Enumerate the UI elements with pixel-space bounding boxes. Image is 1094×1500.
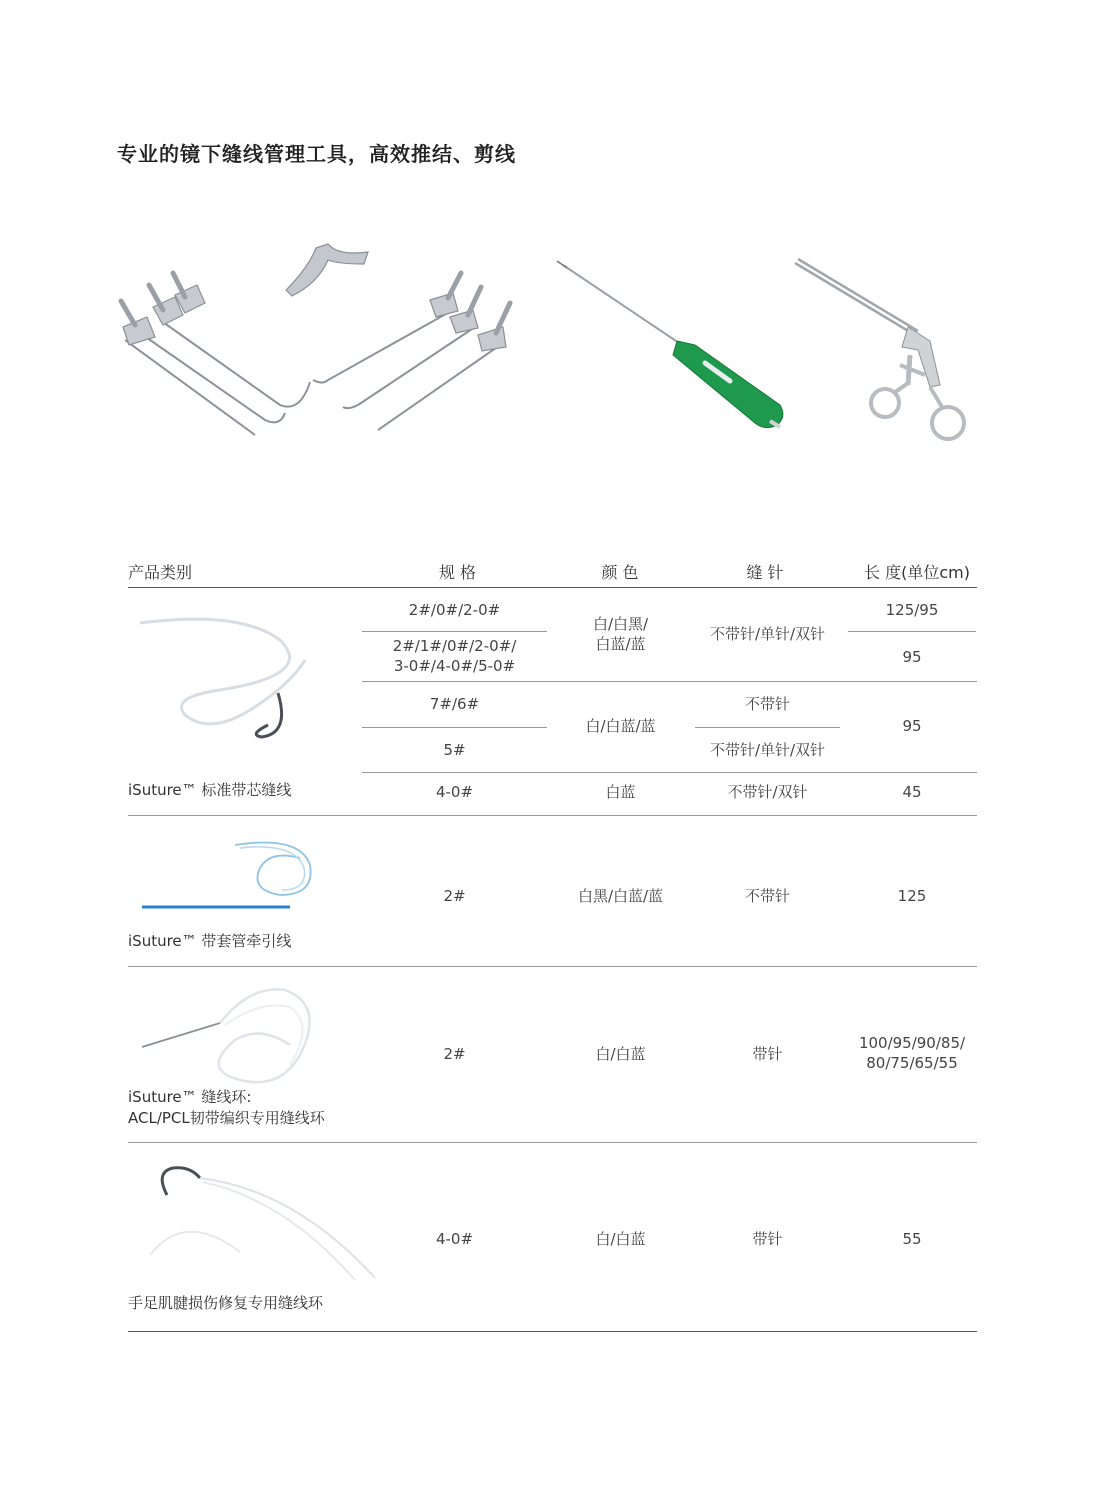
g1-row2-spec-line1: 2#/1#/0#/2-0#/ <box>392 637 517 655</box>
g1-row3-spec: 7#/6# <box>429 695 480 713</box>
g1-row2-length: 95 <box>902 648 922 666</box>
arthroscopic-grasper-image <box>790 255 975 450</box>
g1-row4-spec: 5# <box>443 741 466 759</box>
g3-needle: 带针 <box>752 1045 783 1063</box>
g3-color: 白/白蓝 <box>595 1045 646 1063</box>
g1-row12-color-line1: 白/白黑/ <box>592 615 649 633</box>
g1-row12-needle: 不带针/单针/双针 <box>709 625 826 643</box>
g1-row1-spec: 2#/0#/2-0# <box>408 601 501 619</box>
g1-row1-length: 125/95 <box>885 601 939 619</box>
g1-spec-divider-1 <box>362 631 547 632</box>
header-color: 颜 色 <box>601 563 639 582</box>
header-length: 长 度(单位cm) <box>864 563 970 582</box>
g3-spec: 2# <box>443 1045 466 1063</box>
group3-product-name-line2: ACL/PCL韧带编织专用缝线环 <box>128 1109 325 1127</box>
group3-product-name-line1: iSuture™ 缝线环: <box>128 1088 252 1106</box>
sleeved-traction-suture-image <box>140 840 320 915</box>
g1-row2-spec-line2: 3-0#/4-0#/5-0# <box>393 657 516 675</box>
g1-row5-length: 45 <box>902 783 922 801</box>
g1-row34-length: 95 <box>902 717 922 735</box>
g2-spec: 2# <box>443 887 466 905</box>
g4-needle: 带针 <box>752 1230 783 1248</box>
group2-product-name: iSuture™ 带套管牵引线 <box>128 932 292 950</box>
table-bottom-rule <box>128 1331 977 1332</box>
g1-subgroup-divider-1 <box>362 681 977 682</box>
group2-bottom-rule <box>128 966 977 967</box>
group1-bottom-rule <box>128 815 977 816</box>
g1-row5-spec: 4-0# <box>435 783 474 801</box>
standard-suture-image <box>130 615 330 745</box>
g3-length-line2: 80/75/65/55 <box>866 1054 958 1072</box>
g1-needle-divider <box>695 727 840 728</box>
g1-spec-divider-2 <box>362 727 547 728</box>
g2-needle: 不带针 <box>744 887 790 905</box>
group1-product-name: iSuture™ 标准带芯缝线 <box>128 781 292 799</box>
g4-color: 白/白蓝 <box>595 1230 646 1248</box>
header-spec: 规 格 <box>438 563 477 582</box>
g1-length-divider-1 <box>848 631 976 632</box>
g1-row5-needle: 不带针/双针 <box>727 783 808 801</box>
g3-length-line1: 100/95/90/85/ <box>858 1034 966 1052</box>
g4-length: 55 <box>902 1230 922 1248</box>
knot-pusher-set-right-image <box>318 265 528 440</box>
page-heading: 专业的镜下缝线管理工具，高效推结、剪线 <box>117 142 516 166</box>
header-rule <box>128 587 977 588</box>
acl-pcl-suture-loop-image <box>140 985 325 1095</box>
header-needle: 缝 针 <box>746 563 784 582</box>
group3-bottom-rule <box>128 1142 977 1143</box>
g1-row34-color: 白/白蓝/蓝 <box>585 717 656 735</box>
g1-row3-needle: 不带针 <box>744 695 790 713</box>
g1-row12-color-line2: 白蓝/蓝 <box>595 635 646 653</box>
tendon-repair-suture-loop-image <box>145 1160 380 1285</box>
g1-row4-needle: 不带针/单针/双针 <box>709 741 826 759</box>
g2-color: 白黑/白蓝/蓝 <box>577 887 664 905</box>
g4-spec: 4-0# <box>435 1230 474 1248</box>
g1-subgroup-divider-2 <box>362 772 977 773</box>
g2-length: 125 <box>897 887 927 905</box>
suture-cutter-green-handle-image <box>555 255 790 435</box>
g1-row5-color: 白蓝 <box>605 783 636 801</box>
header-category: 产品类别 <box>128 563 193 582</box>
group4-product-name: 手足肌腱损伤修复专用缝线环 <box>128 1294 324 1312</box>
